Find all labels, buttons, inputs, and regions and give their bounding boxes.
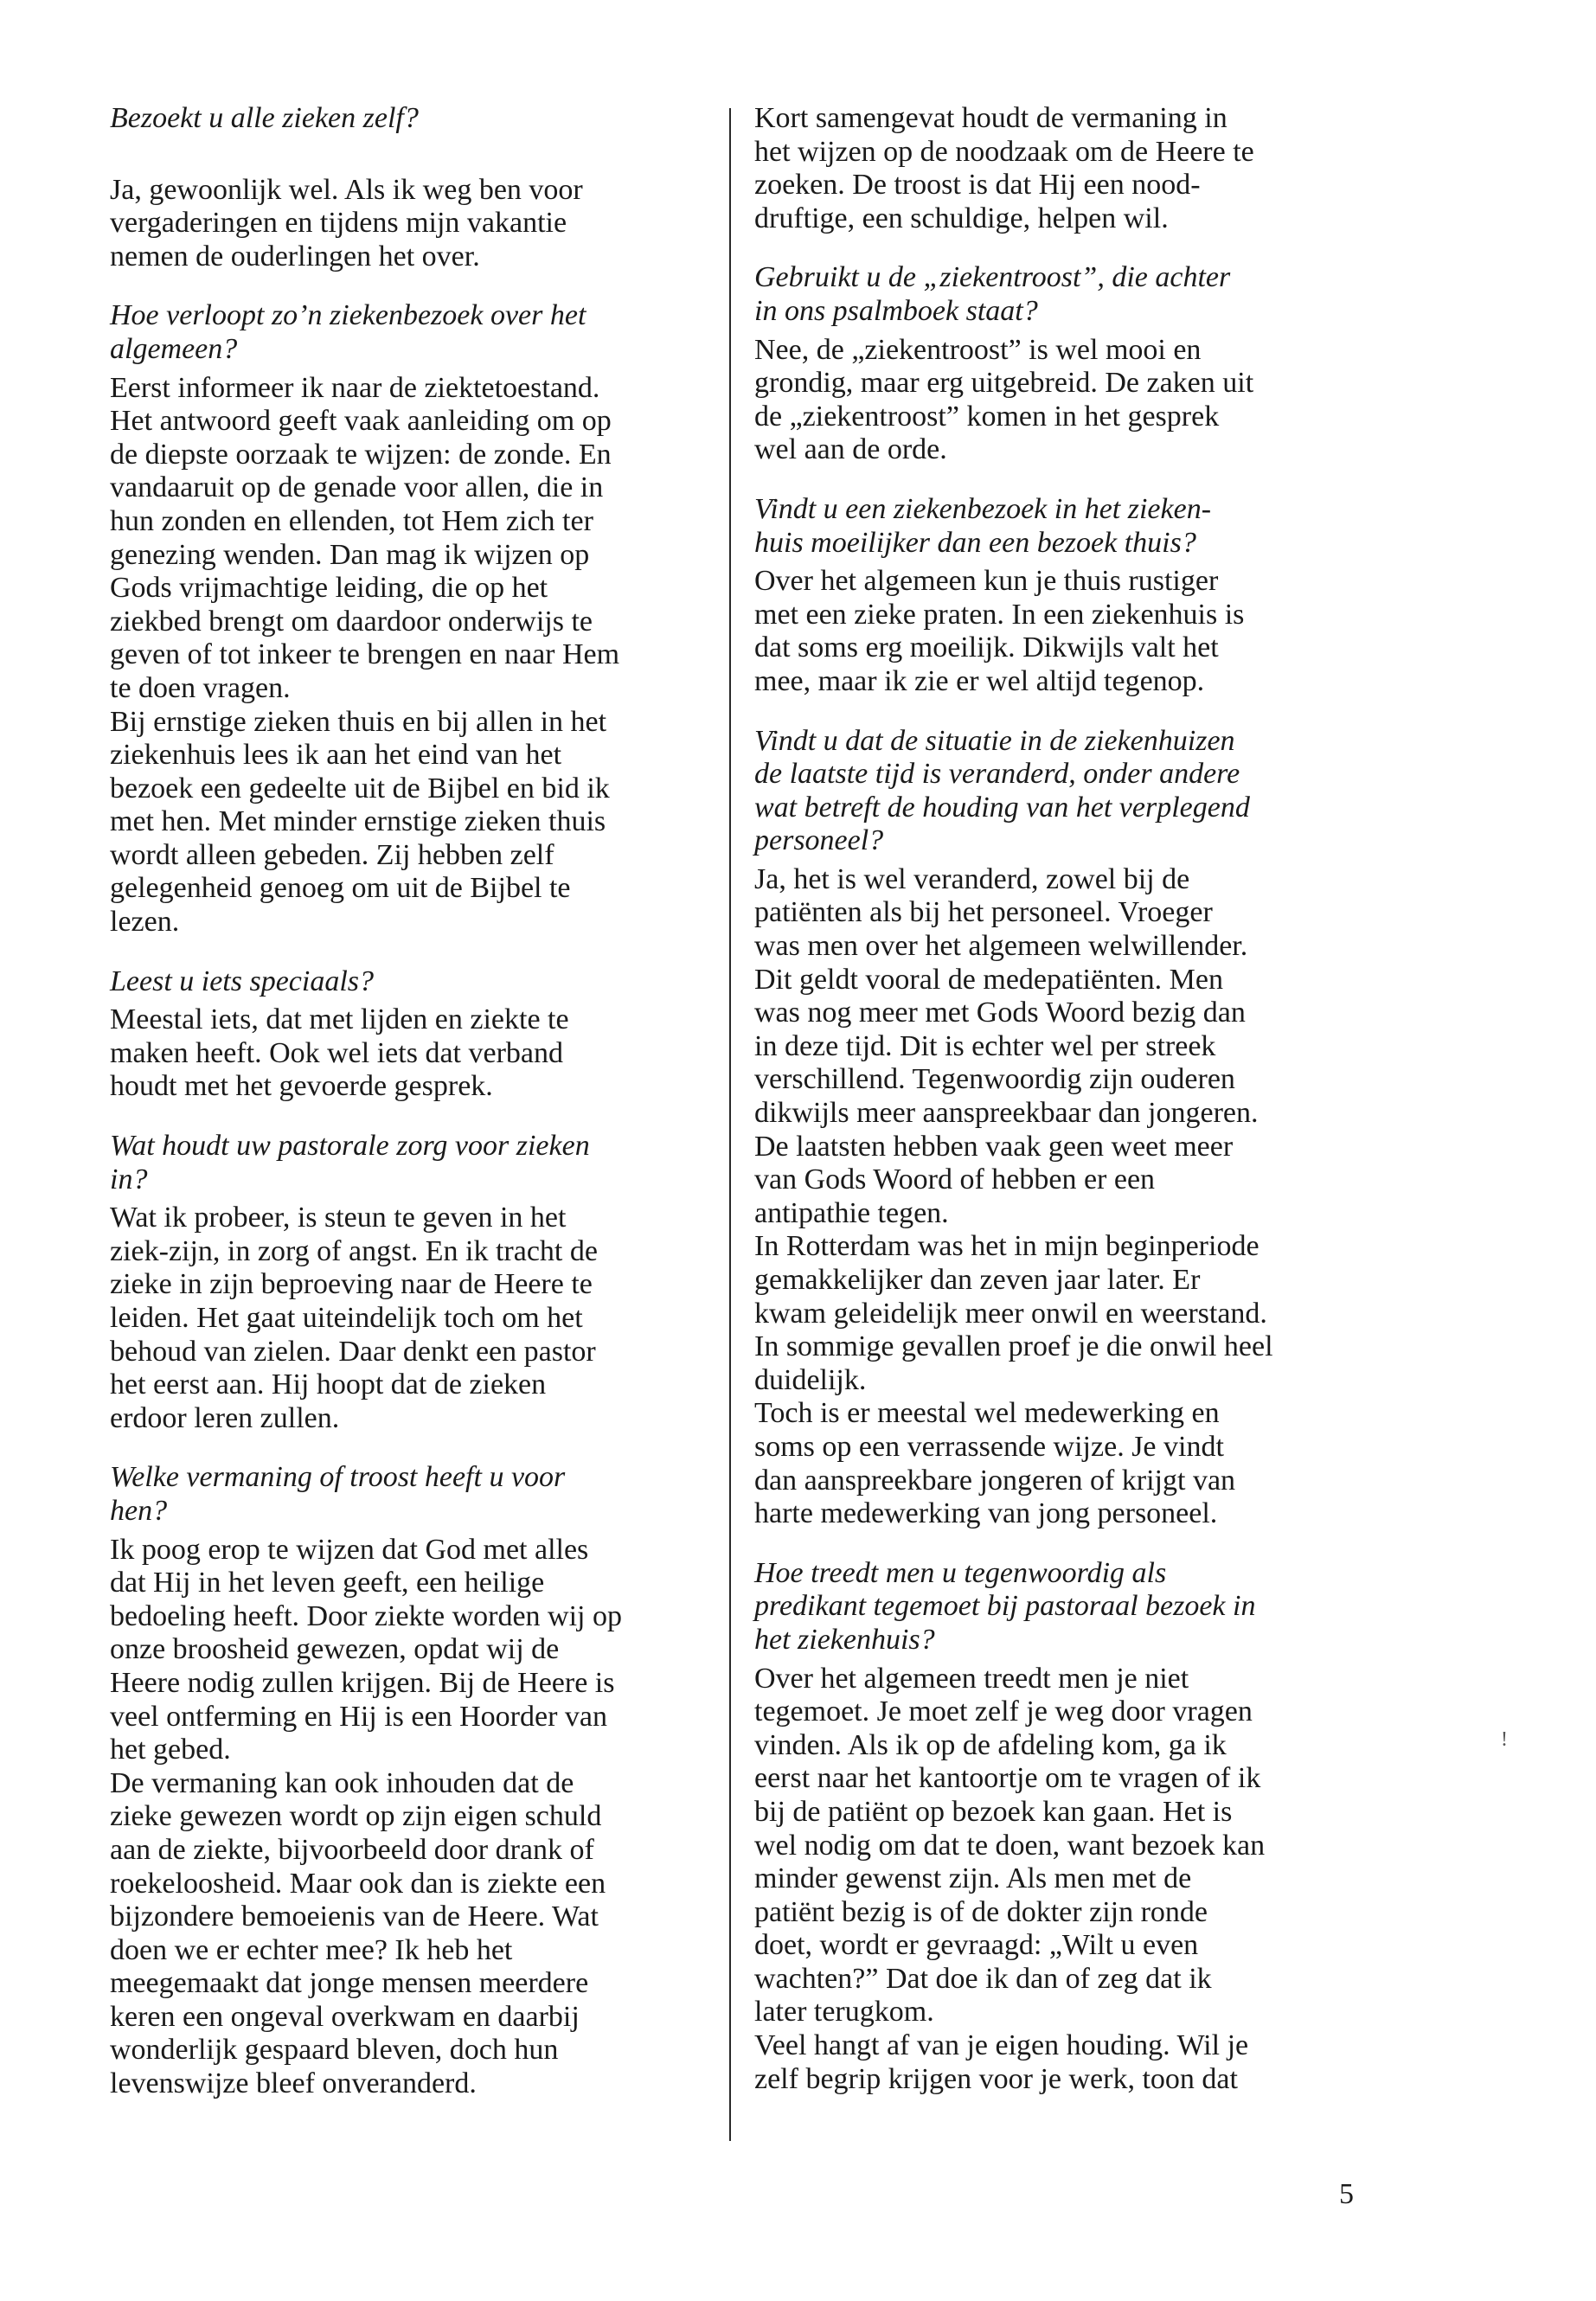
text-line: in ons psalmboek staat? [754,294,1038,327]
text-line: levenswijze bleef onveranderd. [110,2067,477,2100]
interview-answer [110,1003,726,1104]
text-line: Gebruikt u de „ziekentroost”, die achter [754,261,1231,294]
text-line: hen? [110,1494,168,1527]
text-line: bijzondere bemoeienis van de Heere. Wat [110,1900,599,1933]
text-line: wel aan de orde. [754,433,947,466]
interview-question [754,261,1381,328]
text-line: zelf begrip krijgen voor je werk, toon dat [754,2062,1238,2095]
text-line: grondig, maar erg uitgebreid. De zaken uit [754,367,1254,400]
text-line: Veel hangt af van je eigen houding. Wil je [754,2029,1249,2062]
text-line: doet, wordt er gevraagd: „Wilt u even [754,1929,1199,1962]
text-line: soms op een verrassende wijze. Je vindt [754,1430,1224,1463]
text-line: ziekbed brengt om daardoor onderwijs te [110,605,593,638]
text-line: te doen vragen. [110,671,291,704]
text-line: het eerst aan. Hij hoopt dat de zieken [110,1368,547,1401]
text-line: Ik poog erop te wijzen dat God met alles [110,1533,589,1566]
text-line: Dit geldt vooral de medepatiënten. Men [754,963,1223,996]
interview-question [754,493,1381,560]
text-line: met hen. Met minder ernstige zieken thuis [110,805,606,838]
interview-question [110,965,726,999]
text-line: Over het algemeen treedt men je niet [754,1662,1189,1695]
text-line: de „ziekentroost” komen in het gesprek [754,400,1220,433]
text-line: predikant tegemoet bij pastoraal bezoek in [754,1590,1256,1623]
text-line: doen we er echter mee? Ik heb het [110,1933,513,1966]
text-line: onze broosheid gewezen, opdat wij de [110,1633,560,1666]
text-line: duidelijk. [754,1363,867,1396]
text-line: Vindt u dat de situatie in de ziekenhuizen [754,724,1235,757]
text-line: huis moeilijker dan een bezoek thuis? [754,526,1196,559]
text-line: Vindt u een ziekenbezoek in het zieken- [754,492,1212,525]
text-line: roekeloosheid. Maar ook dan is ziekte een [110,1867,606,1900]
text-line: Hoe treedt men u tegenwoordig als [754,1556,1167,1589]
left-column [110,102,726,2127]
text-line: Leest u iets speciaals? [110,965,375,997]
text-line: De laatsten hebben vaak geen weet meer [754,1130,1234,1163]
text-line: dat soms erg moeilijk. Dikwijls valt het [754,631,1219,664]
text-line: vandaaruit op de genade voor allen, die in [110,471,604,504]
text-line: hun zonden en ellenden, tot Hem zich ter [110,504,593,537]
interview-question [754,725,1381,858]
text-line: Ja, gewoonlijk wel. Als ik weg ben voor [110,173,583,206]
text-line: de laatste tijd is veranderd, onder andere [754,758,1240,791]
text-line: de diepste oorzaak te wijzen: de zonde. En [110,438,612,471]
text-line: Ja, het is wel veranderd, zowel bij de [754,862,1190,895]
text-line: zoeken. De troost is dat Hij een nood- [754,169,1201,202]
text-line: Nee, de „ziekentroost” is wel mooi en [754,333,1202,366]
text-line: bezoek een gedeelte uit de Bijbel en bid ik [110,772,610,804]
text-line: minder gewenst zijn. Als men met de [754,1862,1192,1895]
text-line: keren een ongeval overkwam en daarbij [110,2000,580,2033]
text-line: antipathie tegen. [754,1196,949,1229]
text-line: eerst naar het kantoortje om te vragen of ik [754,1762,1261,1795]
margin-mark: ! [1501,1728,1508,1751]
interview-answer [754,1663,1381,2097]
text-line: Bij ernstige zieken thuis en bij allen in het [110,705,607,738]
text-line: wat betreft de houding van het verplegend [754,791,1250,824]
interview-answer [110,372,726,939]
interview-question [110,1130,726,1196]
text-line: Heere nodig zullen krijgen. Bij de Heere is [110,1666,615,1699]
text-line: ziek-zijn, in zorg of angst. En ik tracht de [110,1234,598,1267]
text-line: maken heeft. Ook wel iets dat verband [110,1036,563,1069]
interview-question [754,1557,1381,1657]
text-line: wachten?” Dat doe ik dan of zeg dat ik [754,1962,1212,1995]
text-line: wel nodig om dat te doen, want bezoek kan [754,1829,1266,1862]
text-line: Meestal iets, dat met lijden en ziekte te [110,1003,569,1036]
text-line: patiënten als bij het personeel. Vroeger [754,896,1213,929]
text-line: van Gods Woord of hebben er een [754,1163,1156,1196]
text-line: geven of tot inkeer te brengen en naar Hem [110,638,620,671]
text-line: Toch is er meestal wel medewerking en [754,1397,1220,1430]
interview-answer [754,102,1381,235]
text-line: het wijzen op de noodzaak om de Heere te [754,135,1254,168]
text-line: veel ontferming en Hij is een Hoorder van [110,1700,607,1733]
right-column [754,102,1381,2122]
text-line: gemakkelijker dan zeven jaar later. Er [754,1264,1201,1296]
interview-question [110,299,726,366]
text-line: harte medewerking van jong personeel. [754,1497,1218,1530]
text-line: vinden. Als ik op de afdeling kom, ga ik [754,1728,1227,1761]
paragraph-spacer [110,141,726,174]
text-line: In Rotterdam was het in mijn beginperiode [754,1230,1259,1263]
text-line: zieke in zijn beproeving naar de Heere te [110,1268,593,1301]
text-line: Bezoekt u alle zieken zelf? [110,102,419,134]
text-line: was nog meer met Gods Woord bezig dan [754,997,1246,1029]
text-line: patiënt bezig is of de dokter zijn ronde [754,1895,1208,1928]
text-line: behoud van zielen. Daar denkt een pastor [110,1335,596,1368]
text-line: het ziekenhuis? [754,1623,935,1656]
text-line: ziekenhuis lees ik aan het eind van het [110,739,562,772]
text-line: het gebed. [110,1734,231,1766]
interview-answer [110,174,726,274]
text-line: Kort samengevat houdt de vermaning in [754,102,1227,134]
interview-question [110,102,726,136]
text-line: Wat houdt uw pastorale zorg voor zieken [110,1130,590,1163]
text-line: dikwijls meer aanspreekbaar dan jongeren. [754,1097,1259,1130]
text-line: in? [110,1163,148,1195]
text-line: kwam geleidelijk meer onwil en weerstand. [754,1297,1267,1330]
text-line: later terugkom. [754,1996,934,2029]
text-line: personeel? [754,824,884,857]
interview-answer [754,863,1381,1531]
text-line: nemen de ouderlingen het over. [110,240,480,272]
text-line: bij de patiënt op bezoek kan gaan. Het is [754,1795,1233,1828]
text-line: algemeen? [110,332,238,365]
text-line: vergaderingen en tijdens mijn vakantie [110,207,567,240]
text-line: met een zieke praten. In een ziekenhuis is [754,598,1245,631]
text-line: wordt alleen gebeden. Zij hebben zelf [110,838,554,871]
text-line: De vermaning kan ook inhouden dat de [110,1766,574,1799]
interview-answer [110,1534,726,2101]
text-line: Gods vrijmachtige leiding, die op het [110,572,548,605]
text-line: Hoe verloopt zo’n ziekenbezoek over het [110,299,586,332]
text-line: was men over het algemeen welwillender. [754,930,1248,963]
interview-answer [110,1202,726,1435]
text-line: in deze tijd. Dit is echter wel per streek [754,1029,1216,1062]
text-line: erdoor leren zullen. [110,1401,340,1434]
text-line: houdt met het gevoerde gesprek. [110,1070,493,1103]
text-line: leiden. Het gaat uiteindelijk toch om het [110,1302,583,1334]
text-line: genezing wenden. Dan mag ik wijzen op [110,538,590,571]
page-number: 5 [1339,2178,1354,2210]
interview-answer [754,334,1381,467]
text-line: wonderlijk gespaard bleven, doch hun [110,2034,559,2067]
text-line: druftige, een schuldige, helpen wil. [754,202,1169,234]
text-line: In sommige gevallen proef je die onwil heel [754,1330,1273,1363]
text-line: Eerst informeer ik naar de ziektetoestand. [110,371,600,404]
text-line: dan aanspreekbare jongeren of krijgt van [754,1464,1236,1497]
text-line: lezen. [110,906,180,939]
interview-question [110,1461,726,1528]
text-line: bedoeling heeft. Door ziekte worden wij op [110,1599,622,1632]
text-line: aan de ziekte, bijvoorbeeld door drank of [110,1833,594,1866]
text-line: Welke vermaning of troost heeft u voor [110,1461,566,1494]
text-line: Het antwoord geeft vaak aanleiding om op [110,405,612,438]
text-line: Wat ik probeer, is steun te geven in het [110,1202,567,1234]
text-line: verschillend. Tegenwoordig zijn ouderen [754,1063,1235,1096]
text-line: gelegenheid genoeg om uit de Bijbel te [110,872,571,905]
text-line: dat Hij in het leven geeft, een heilige [110,1567,545,1599]
text-line: tegemoet. Je moet zelf je weg door vragen [754,1695,1253,1728]
text-line: meegemaakt dat jonge mensen meerdere [110,1967,589,2000]
text-line: zieke gewezen wordt op zijn eigen schuld [110,1800,602,1833]
column-divider [729,108,731,2141]
interview-answer [754,565,1381,698]
text-line: mee, maar ik zie er wel altijd tegenop. [754,664,1205,697]
text-line: Over het algemeen kun je thuis rustiger [754,565,1219,598]
